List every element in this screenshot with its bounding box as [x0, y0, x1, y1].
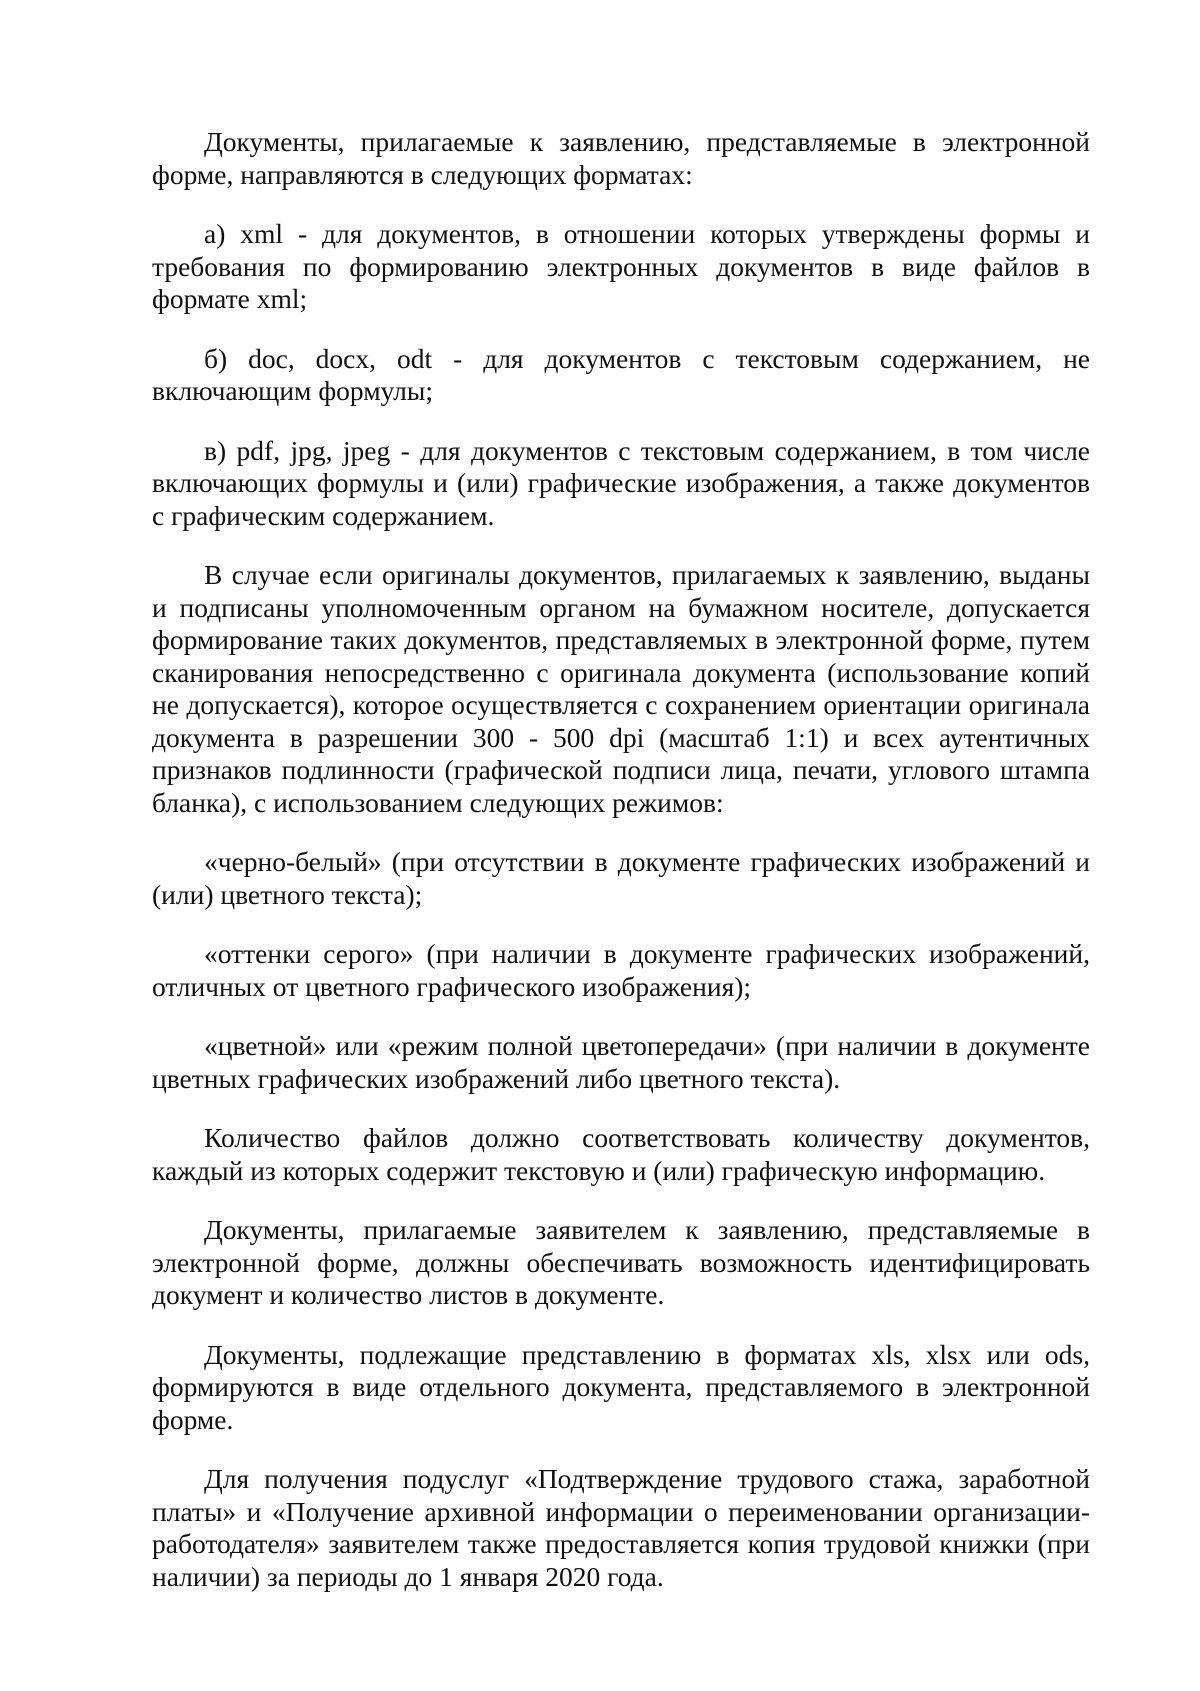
paragraph-mode-color: «цветной» или «режим полной цветопередачи» (при наличии в документе цветных графических изображений либо цветного текста).: [152, 1030, 1090, 1094]
paragraph-item-a: а) xml - для документов, в отношении которых утверждены формы и требования по формированию электронных документов в виде файлов в формате xml;: [152, 218, 1090, 314]
document-body: [152, 126, 1090, 1593]
paragraph-identification: Документы, прилагаемые заявителем к заявлению, представляемые в электронной форме, должны обеспечивать возможность идентифицировать документ и количество листов в документе.: [152, 1214, 1090, 1310]
paragraph-spreadsheets: Документы, подлежащие представлению в форматах xls, xlsx или ods, формируются в виде отдельного документа, представляемого в электронной форме.: [152, 1338, 1090, 1435]
paragraph-item-c: в) pdf, jpg, jpeg - для документов с текстовым содержанием, в том числе включающих формулы и (или) графические изображения, а также документов с графическим содержанием.: [152, 434, 1090, 531]
paragraph-mode-grayscale: «оттенки серого» (при наличии в документе графических изображений, отличных от цветного графического изображения);: [152, 938, 1090, 1002]
paragraph-scanning: В случае если оригиналы документов, прилагаемых к заявлению, выданы и подписаны уполномоченным органом на бумажном носителе, допускается формирование таких документов, представляемых в электронной форме, путем сканирования непосредственно с оригинала документа (использование копий не допускается), которое осуществляется с сохранением ориентации оригинала документа в разрешении 300 - 500 dpi (масштаб 1:1) и всех аутентичных признаков подлинности (графической подписи лица, печати, углового штампа бланка), с использованием следующих режимов:: [152, 559, 1090, 818]
paragraph-work-record: Для получения подуслуг «Подтверждение трудового стажа, заработной платы» и «Получение архивной информации о переименовании организации-работодателя» заявителем также предоставляется копия трудовой книжки (при наличии) за периоды до 1 января 2020 года.: [152, 1463, 1090, 1592]
paragraph-mode-bw: «черно-белый» (при отсутствии в документе графических изображений и (или) цветного текста);: [152, 846, 1090, 910]
paragraph-item-b: б) doc, docx, odt - для документов с текстовым содержанием, не включающим формулы;: [152, 342, 1090, 406]
paragraph-intro: Документы, прилагаемые к заявлению, представляемые в электронной форме, направляются в следующих форматах:: [152, 126, 1090, 190]
paragraph-file-count: Количество файлов должно соответствовать количеству документов, каждый из которых содержит текстовую и (или) графическую информацию.: [152, 1122, 1090, 1186]
